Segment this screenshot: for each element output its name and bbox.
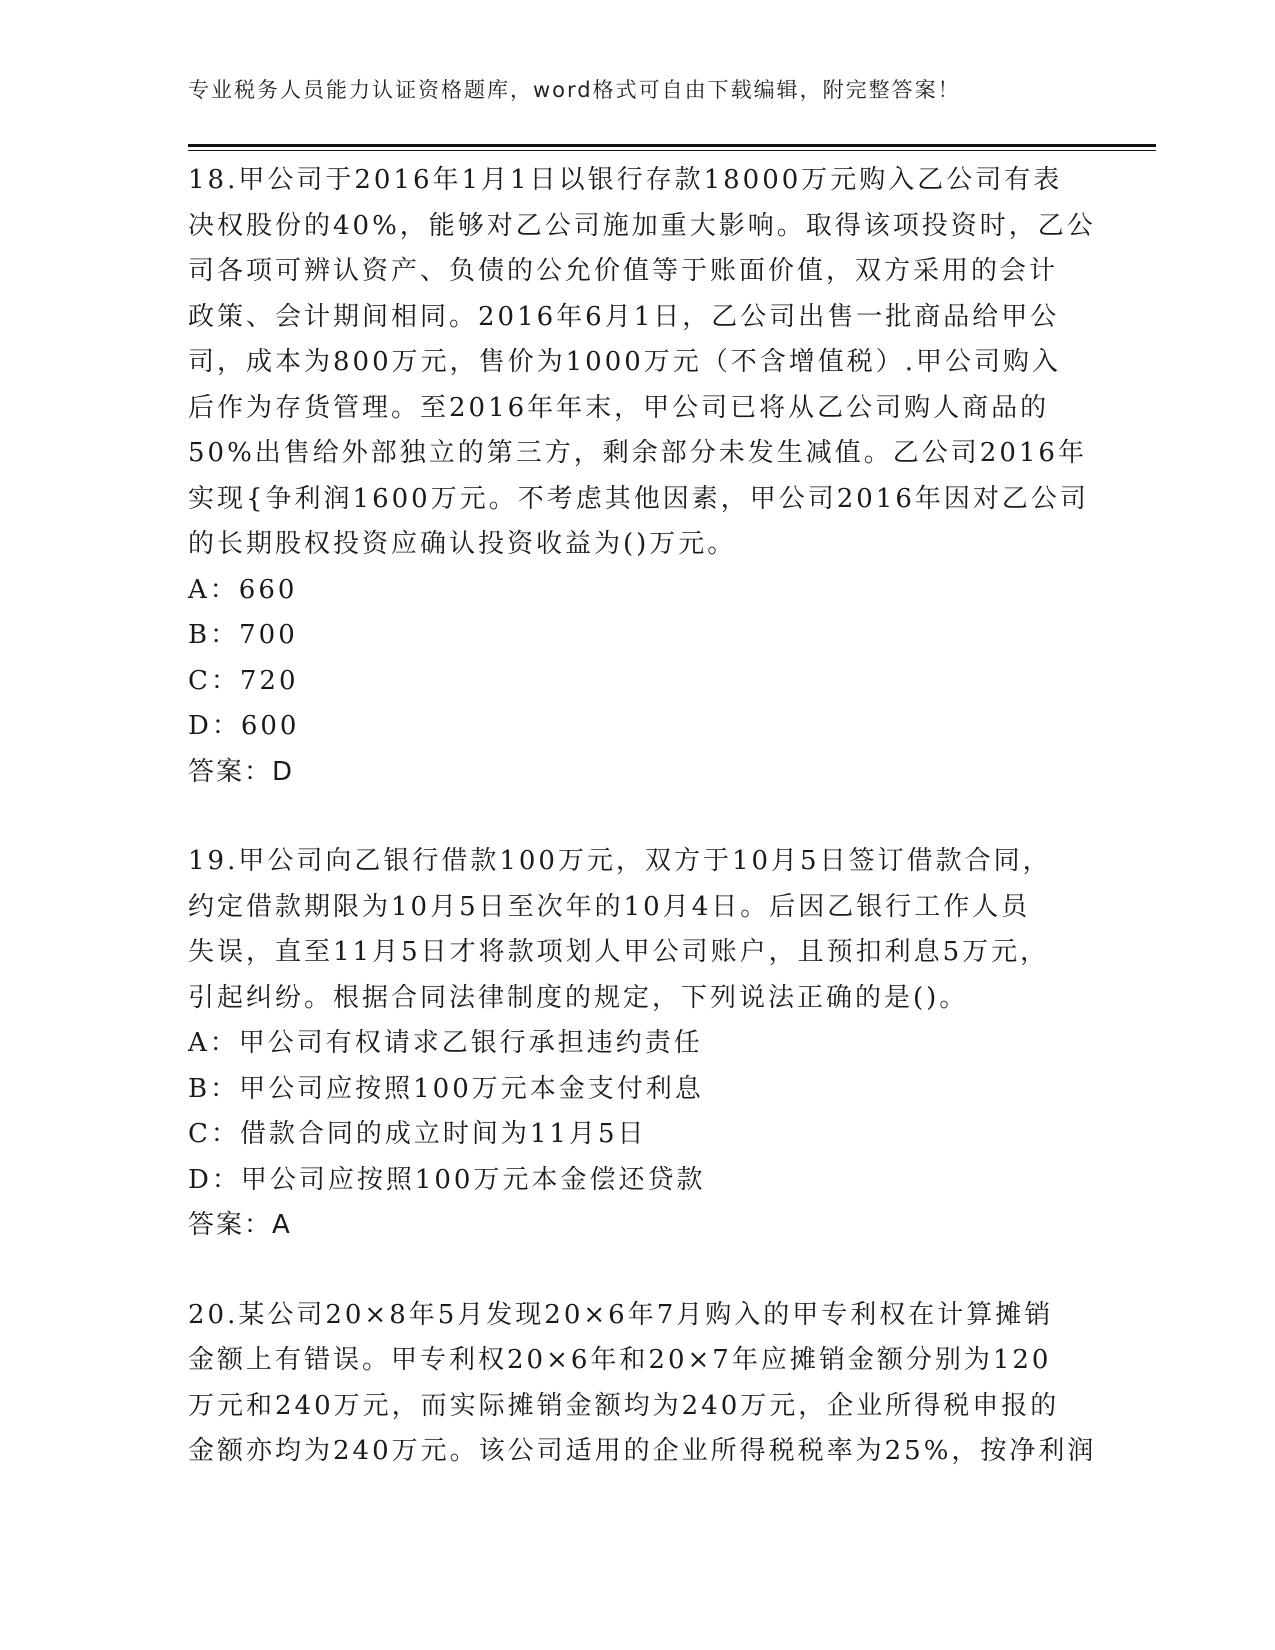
question-text-line: 失误，直至11月5日才将款项划人甲公司账户，且预扣利息5万元， — [188, 937, 1050, 967]
option-b: B：700 — [188, 620, 298, 650]
question-text-line: 金额上有错误。甲专利权20×6年和20×7年应摊销金额分别为120 — [188, 1345, 1052, 1375]
option-a: A：660 — [188, 574, 298, 605]
question-text-line: 金额亦均为240万元。该公司适用的企业所得税税率为25%，按净利润 — [188, 1436, 1097, 1466]
answer-label: 答案：A — [188, 1210, 292, 1240]
option-b: B：甲公司应按照100万元本金支付利息 — [188, 1073, 704, 1104]
question-text-line: 19.甲公司向乙银行借款100万元，双方于10月5日签订借款合同， — [188, 846, 1052, 876]
document-body — [188, 158, 1097, 1475]
question-text-line: 政策、会计期间相同。2016年6月1日，乙公司出售一批商品给甲公 — [188, 301, 1060, 332]
question-gap — [188, 795, 1088, 839]
question-text-line: 司，成本为800万元，售价为1000万元（不含增值税）.甲公司购入 — [188, 347, 1062, 377]
question-text-line: 万元和240万元，而实际摊销金额均为240万元，企业所得税申报的 — [188, 1390, 1060, 1421]
question-text-line: 20.某公司20×8年5月发现20×6年7月购入的甲专利权在计算摊销 — [188, 1299, 1054, 1330]
option-d: D：甲公司应按照100万元本金偿还贷款 — [188, 1164, 706, 1195]
question-text-line: 约定借款期限为10月5日至次年的10月4日。后因乙银行工作人员 — [188, 891, 1031, 922]
option-d: D：600 — [188, 711, 300, 741]
header-rule-thick — [188, 144, 1156, 147]
question-18 — [188, 158, 1096, 795]
question-text-line: 实现{争利润1600万元。不考虑其他因素，甲公司2016年因对乙公司 — [188, 483, 1089, 514]
question-gap — [188, 1249, 1088, 1293]
question-text-line: 司各项可辨认资产、负债的公允价值等于账面价值，双方采用的会计 — [188, 256, 1059, 286]
question-20 — [188, 1293, 1097, 1475]
question-text-line: 决权股份的40%，能够对乙公司施加重大影响。取得该项投资时，乙公 — [188, 210, 1096, 241]
question-text-line: 50%出售给外部独立的第三方，剩余部分未发生减值。乙公司2016年 — [188, 438, 1087, 468]
page-header: 专业税务人员能力认证资格题库，word格式可自由下载编辑，附完整答案！ — [188, 78, 961, 102]
option-a: A：甲公司有权请求乙银行承担违约责任 — [188, 1028, 703, 1058]
question-text-line: 的长期股权投资应确认投资收益为()万元。 — [188, 529, 737, 559]
header-rule-thin — [188, 150, 1156, 151]
question-text-line: 引起纠纷。根据合同法律制度的规定，下列说法正确的是()。 — [188, 982, 969, 1013]
option-c: C：借款合同的成立时间为11月5日 — [188, 1119, 647, 1149]
answer-label: 答案：D — [188, 756, 295, 787]
option-c: C：720 — [188, 665, 299, 696]
question-text-line: 后作为存货管理。至2016年年末，甲公司已将从乙公司购人商品的 — [188, 392, 1050, 423]
question-text-line: 18.甲公司于2016年1月1日以银行存款18000万元购入乙公司有表 — [188, 165, 1063, 195]
question-19 — [188, 839, 1088, 1249]
